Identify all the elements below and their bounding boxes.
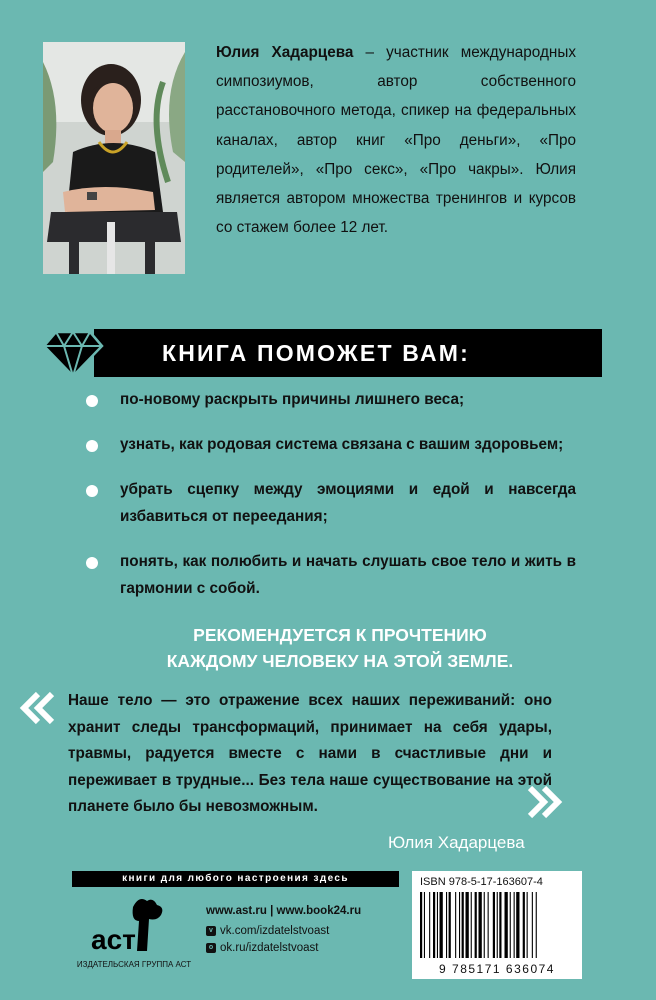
publisher-group: ИЗДАТЕЛЬСКАЯ ГРУППА АСТ xyxy=(76,960,192,969)
recommendation-line-2: КАЖДОМУ ЧЕЛОВЕКУ НА ЭТОЙ ЗЕМЛЕ. xyxy=(166,651,514,671)
benefit-text: понять, как полюбить и начать слушать свое тело и жить в гармонии с собой. xyxy=(120,553,576,597)
benefit-text: узнать, как родовая система связана с вашим здоровьем; xyxy=(120,436,564,453)
quote-open-icon xyxy=(18,690,58,726)
vk-icon: v xyxy=(206,926,216,936)
benefit-text: по-новому раскрыть причины лишнего веса; xyxy=(120,391,465,408)
author-bio xyxy=(216,38,576,242)
recommendation-line-1: РЕКОМЕНДУЕТСЯ К ПРОЧТЕНИЮ xyxy=(193,625,487,645)
benefits-list xyxy=(86,386,576,602)
bullet-icon xyxy=(86,395,98,407)
tagline: книги для любого настроения здесь xyxy=(72,871,399,887)
bullet-icon xyxy=(86,557,98,569)
banner-title: КНИГА ПОМОЖЕТ ВАМ: xyxy=(162,340,470,366)
benefit-text: убрать сцепку между эмоциями и едой и навсегда избавиться от переедания; xyxy=(120,481,576,525)
author-photo xyxy=(43,42,185,274)
ok-link-text: ok.ru/izdatelstvoast xyxy=(220,942,319,954)
diamond-icon xyxy=(42,328,104,378)
author-name: Юлия Хадарцева xyxy=(216,44,354,61)
recommendation xyxy=(0,622,656,674)
quote-author: Юлия Хадарцева xyxy=(388,833,525,852)
isbn: ISBN 978-5-17-163607-4 xyxy=(420,876,543,888)
benefit-item xyxy=(86,548,576,602)
quote-text: Наше тело — это отражение всех наших переживаний: оно хранит следы трансформаций, принимает на себя удары, травмы, радуется вместе с нами в счастливые дни и переживает в трудные... Без тела наше существование на этой планете было бы невозможным. xyxy=(68,692,552,815)
logo-text: аст xyxy=(91,924,136,955)
author-bio-text: – участник международных симпозиумов, автор собственного расстановочного метода, спикер на федеральных каналах, автор книг «Про деньги», «Про родителей», «Про секс», «Про чакры». Юлия является автором множества тренингов и курсов со стажем более 12 лет. xyxy=(216,44,576,237)
vk-link-text: vk.com/izdatelstvoast xyxy=(220,925,330,937)
ok-icon: o xyxy=(206,943,216,953)
bullet-icon xyxy=(86,485,98,497)
websites[interactable]: www.ast.ru | www.book24.ru xyxy=(206,905,362,917)
barcode-icon xyxy=(418,892,576,967)
benefit-item xyxy=(86,431,576,458)
publisher-logo xyxy=(87,895,179,957)
ok-link[interactable] xyxy=(206,942,318,954)
quote-close-icon xyxy=(524,784,564,820)
barcode-digits: 9 785171 636074 xyxy=(439,962,555,976)
benefit-item xyxy=(86,386,576,413)
benefit-item xyxy=(86,476,576,530)
bullet-icon xyxy=(86,440,98,452)
vk-link[interactable] xyxy=(206,925,329,937)
